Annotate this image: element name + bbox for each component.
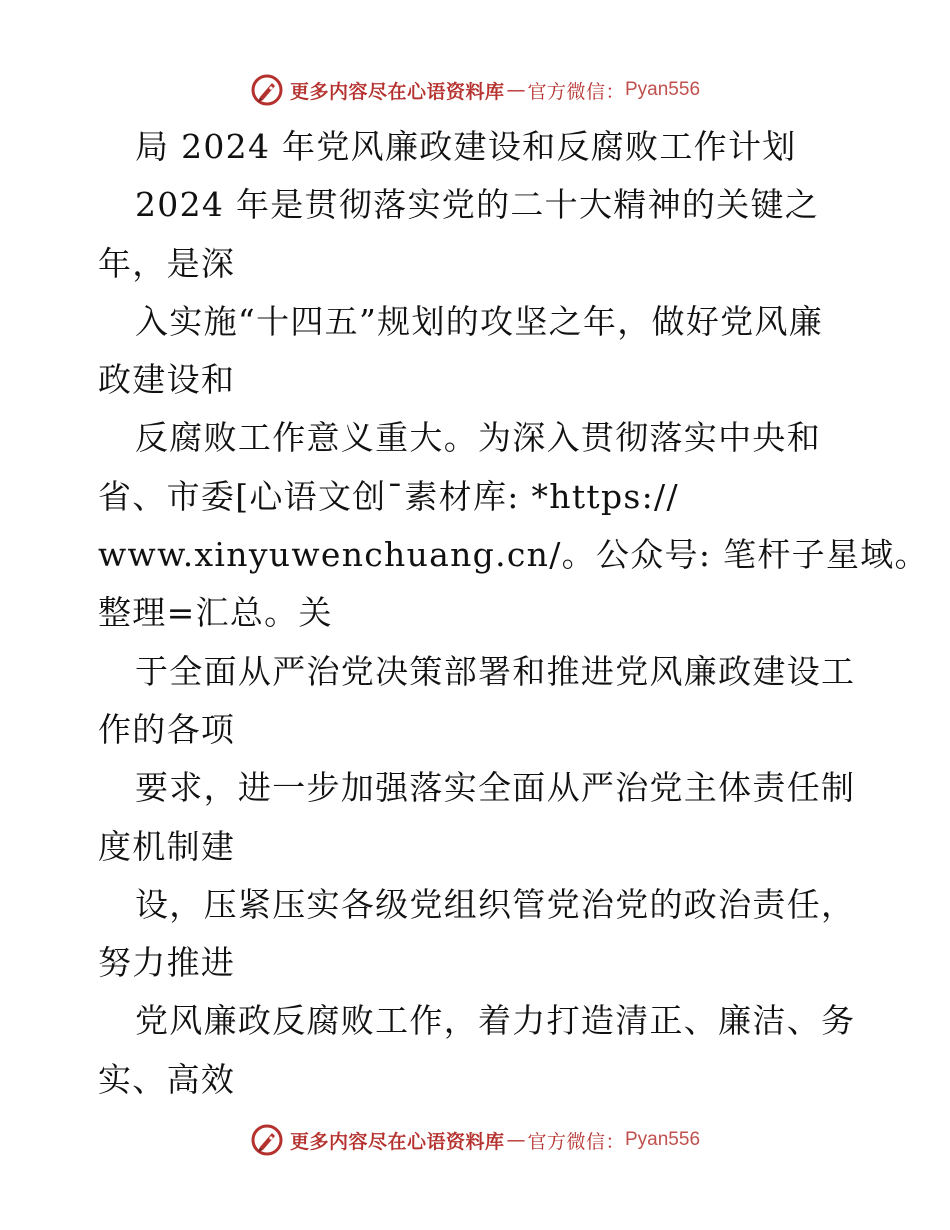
pen-logo-icon bbox=[250, 73, 284, 107]
text-line: 局 2024 年党风廉政建设和反腐败工作计划 bbox=[135, 127, 797, 166]
text-line: 度机制建 bbox=[98, 826, 236, 866]
document-body bbox=[98, 118, 929, 1109]
text-line: 入实施“十四五”规划的攻坚之年，做好党风廉 bbox=[135, 301, 824, 341]
watermark-separator: — bbox=[506, 79, 526, 101]
text-line: 努力推进 bbox=[98, 943, 236, 983]
header-watermark bbox=[0, 70, 950, 110]
text-line: 整理=汇总。关 bbox=[98, 593, 333, 633]
watermark-separator: — bbox=[506, 1129, 526, 1151]
text-line: www.xinyuwenchuang.cn/。公众号: 笔杆子星域。 bbox=[98, 535, 929, 575]
footer-watermark bbox=[0, 1120, 950, 1160]
text-line: 实、高效 bbox=[98, 1059, 236, 1099]
text-line: 于全面从严治党决策部署和推进党风廉政建设工 bbox=[135, 651, 856, 691]
text-line: 反腐败工作意义重大。为深入贯彻落实中央和 bbox=[135, 418, 821, 458]
watermark-main-text: 更多内容尽在心语资料库 bbox=[289, 80, 505, 103]
text-line: 政建设和 bbox=[98, 360, 236, 400]
text-line: 年，是深 bbox=[98, 243, 236, 283]
pen-logo-icon bbox=[250, 1123, 284, 1157]
text-line: 要求，进一步加强落实全面从严治党主体责任制 bbox=[135, 768, 856, 808]
text-line: 设，压紧压实各级党组织管党治党的政治责任， bbox=[135, 884, 856, 924]
watermark-main-text: 更多内容尽在心语资料库 bbox=[289, 1130, 505, 1153]
text-line: 省、市委[心语文创¯素材库: *https:// bbox=[98, 476, 679, 516]
watermark-contact-id: Pyan556 bbox=[625, 79, 701, 100]
watermark-contact-label: 官方微信： bbox=[527, 80, 625, 103]
watermark-contact-label: 官方微信： bbox=[527, 1130, 625, 1153]
watermark-contact-id: Pyan556 bbox=[625, 1129, 701, 1150]
text-line: 作的各项 bbox=[98, 709, 236, 749]
text-line: 党风廉政反腐败工作，着力打造清正、廉洁、务 bbox=[135, 1001, 856, 1041]
text-line: 2024 年是贯彻落实党的二十大精神的关键之 bbox=[135, 185, 820, 225]
